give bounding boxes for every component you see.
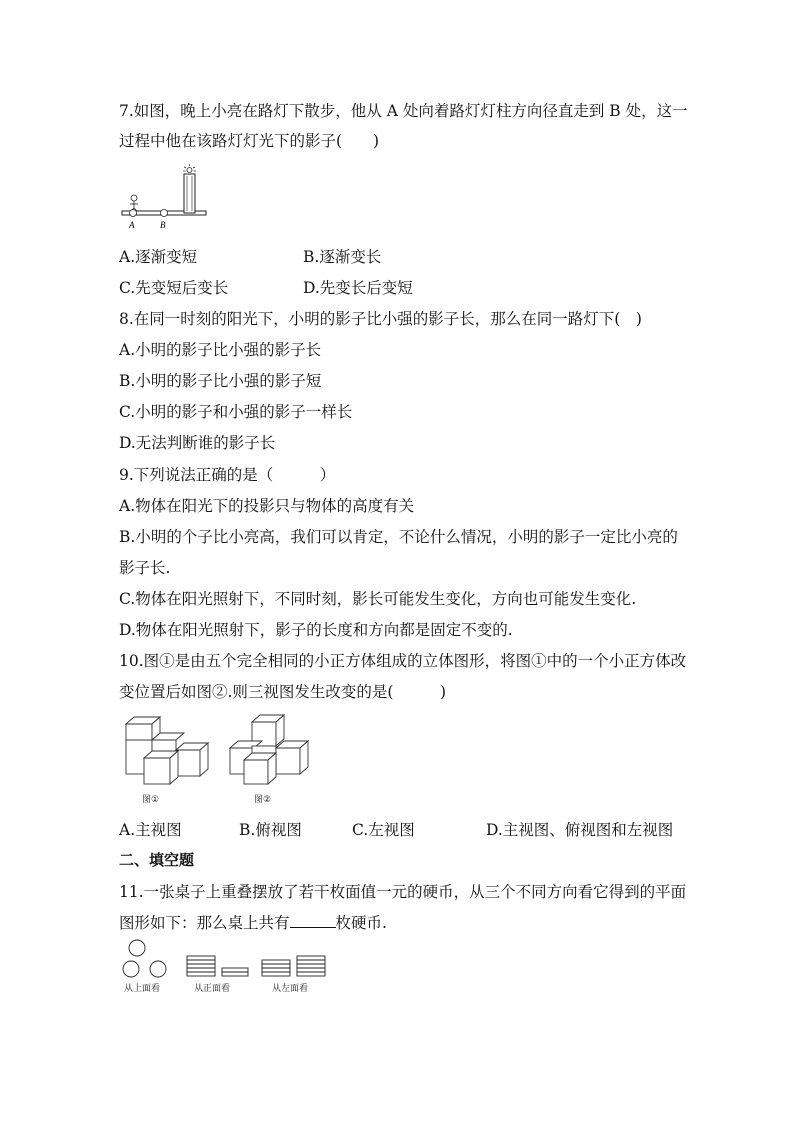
- q9-option-c: C.物体在阳光照射下，不同时刻，影长可能发生变化，方向也可能发生变化.: [119, 590, 637, 608]
- q10-option-d: D.主视图、俯视图和左视图: [486, 821, 674, 839]
- q9-line1: 9.下列说法正确的是（ ）: [119, 466, 336, 484]
- q10-line1: 10.图①是由五个完全相同的小正方体组成的立体图形，将图①中的一个小正方体改: [119, 652, 687, 670]
- q10-fig1-caption: 图①: [142, 795, 160, 805]
- q8-option-c: C.小明的影子和小强的影子一样长: [119, 403, 353, 421]
- q8-option-b: B.小明的影子比小强的影子短: [119, 372, 322, 390]
- q10-line2: 变位置后如图②.则三视图发生改变的是( ): [119, 683, 447, 701]
- q10-figure-1: [120, 712, 212, 808]
- q11-line2-suffix: 枚硬币.: [335, 914, 387, 932]
- q10-option-a: A.主视图: [119, 821, 182, 839]
- q7-line1: 7.如图，晚上小亮在路灯下散步，他从 A 处向着路灯灯柱方向径直走到 B 处，这一: [119, 102, 688, 120]
- q10-option-c: C.左视图: [352, 821, 415, 839]
- q7-option-c: C.先变短后变长: [119, 279, 229, 297]
- q11-answer-blank[interactable]: [290, 913, 336, 928]
- q9-option-b-line1: B.小明的个子比小亮高，我们可以肯定，不论什么情况，小明的影子一定比小亮的: [119, 528, 678, 546]
- q9-option-b-line2: 影子长.: [119, 559, 171, 577]
- q11-caption-front-view: 从正面看: [194, 984, 231, 994]
- q8-line1: 8.在同一时刻的阳光下，小明的影子比小强的影子长，那么在同一路灯下( ): [119, 310, 642, 328]
- q11-line1: 11.一张桌子上重叠摆放了若干枚面值一元的硬币，从三个不同方向看它得到的平面: [119, 883, 687, 901]
- q10-fig2-caption: 图②: [254, 795, 272, 805]
- q7-option-d: D.先变长后变短: [303, 279, 413, 297]
- q9-option-d: D.物体在阳光照射下，影子的长度和方向都是固定不变的.: [119, 621, 513, 639]
- q8-option-a: A.小明的影子比小强的影子长: [119, 341, 322, 359]
- section-title-fill-in: 二、填空题: [119, 851, 195, 869]
- q10-figure-2: [226, 712, 316, 808]
- q8-option-d: D.无法判断谁的影子长: [119, 434, 276, 452]
- q11-caption-top-view: 从上面看: [124, 984, 161, 994]
- q11-coin-views-figure: [120, 938, 332, 996]
- q7-label-b: B: [160, 220, 166, 230]
- q7-line2: 过程中他在该路灯灯光下的影子( ): [119, 132, 380, 150]
- q7-option-b: B.逐渐变长: [303, 248, 382, 266]
- q7-streetlight-figure: [119, 164, 211, 234]
- q7-option-a: A.逐渐变短: [119, 248, 198, 266]
- q11-line2-prefix: 图形如下：那么桌上共有: [119, 914, 290, 932]
- q11-caption-left-view: 从左面看: [272, 984, 309, 994]
- q10-option-b: B.俯视图: [239, 821, 302, 839]
- q11-line2: [119, 913, 387, 933]
- q7-label-a: A: [129, 220, 135, 230]
- q9-option-a: A.物体在阳光下的投影只与物体的高度有关: [119, 497, 415, 515]
